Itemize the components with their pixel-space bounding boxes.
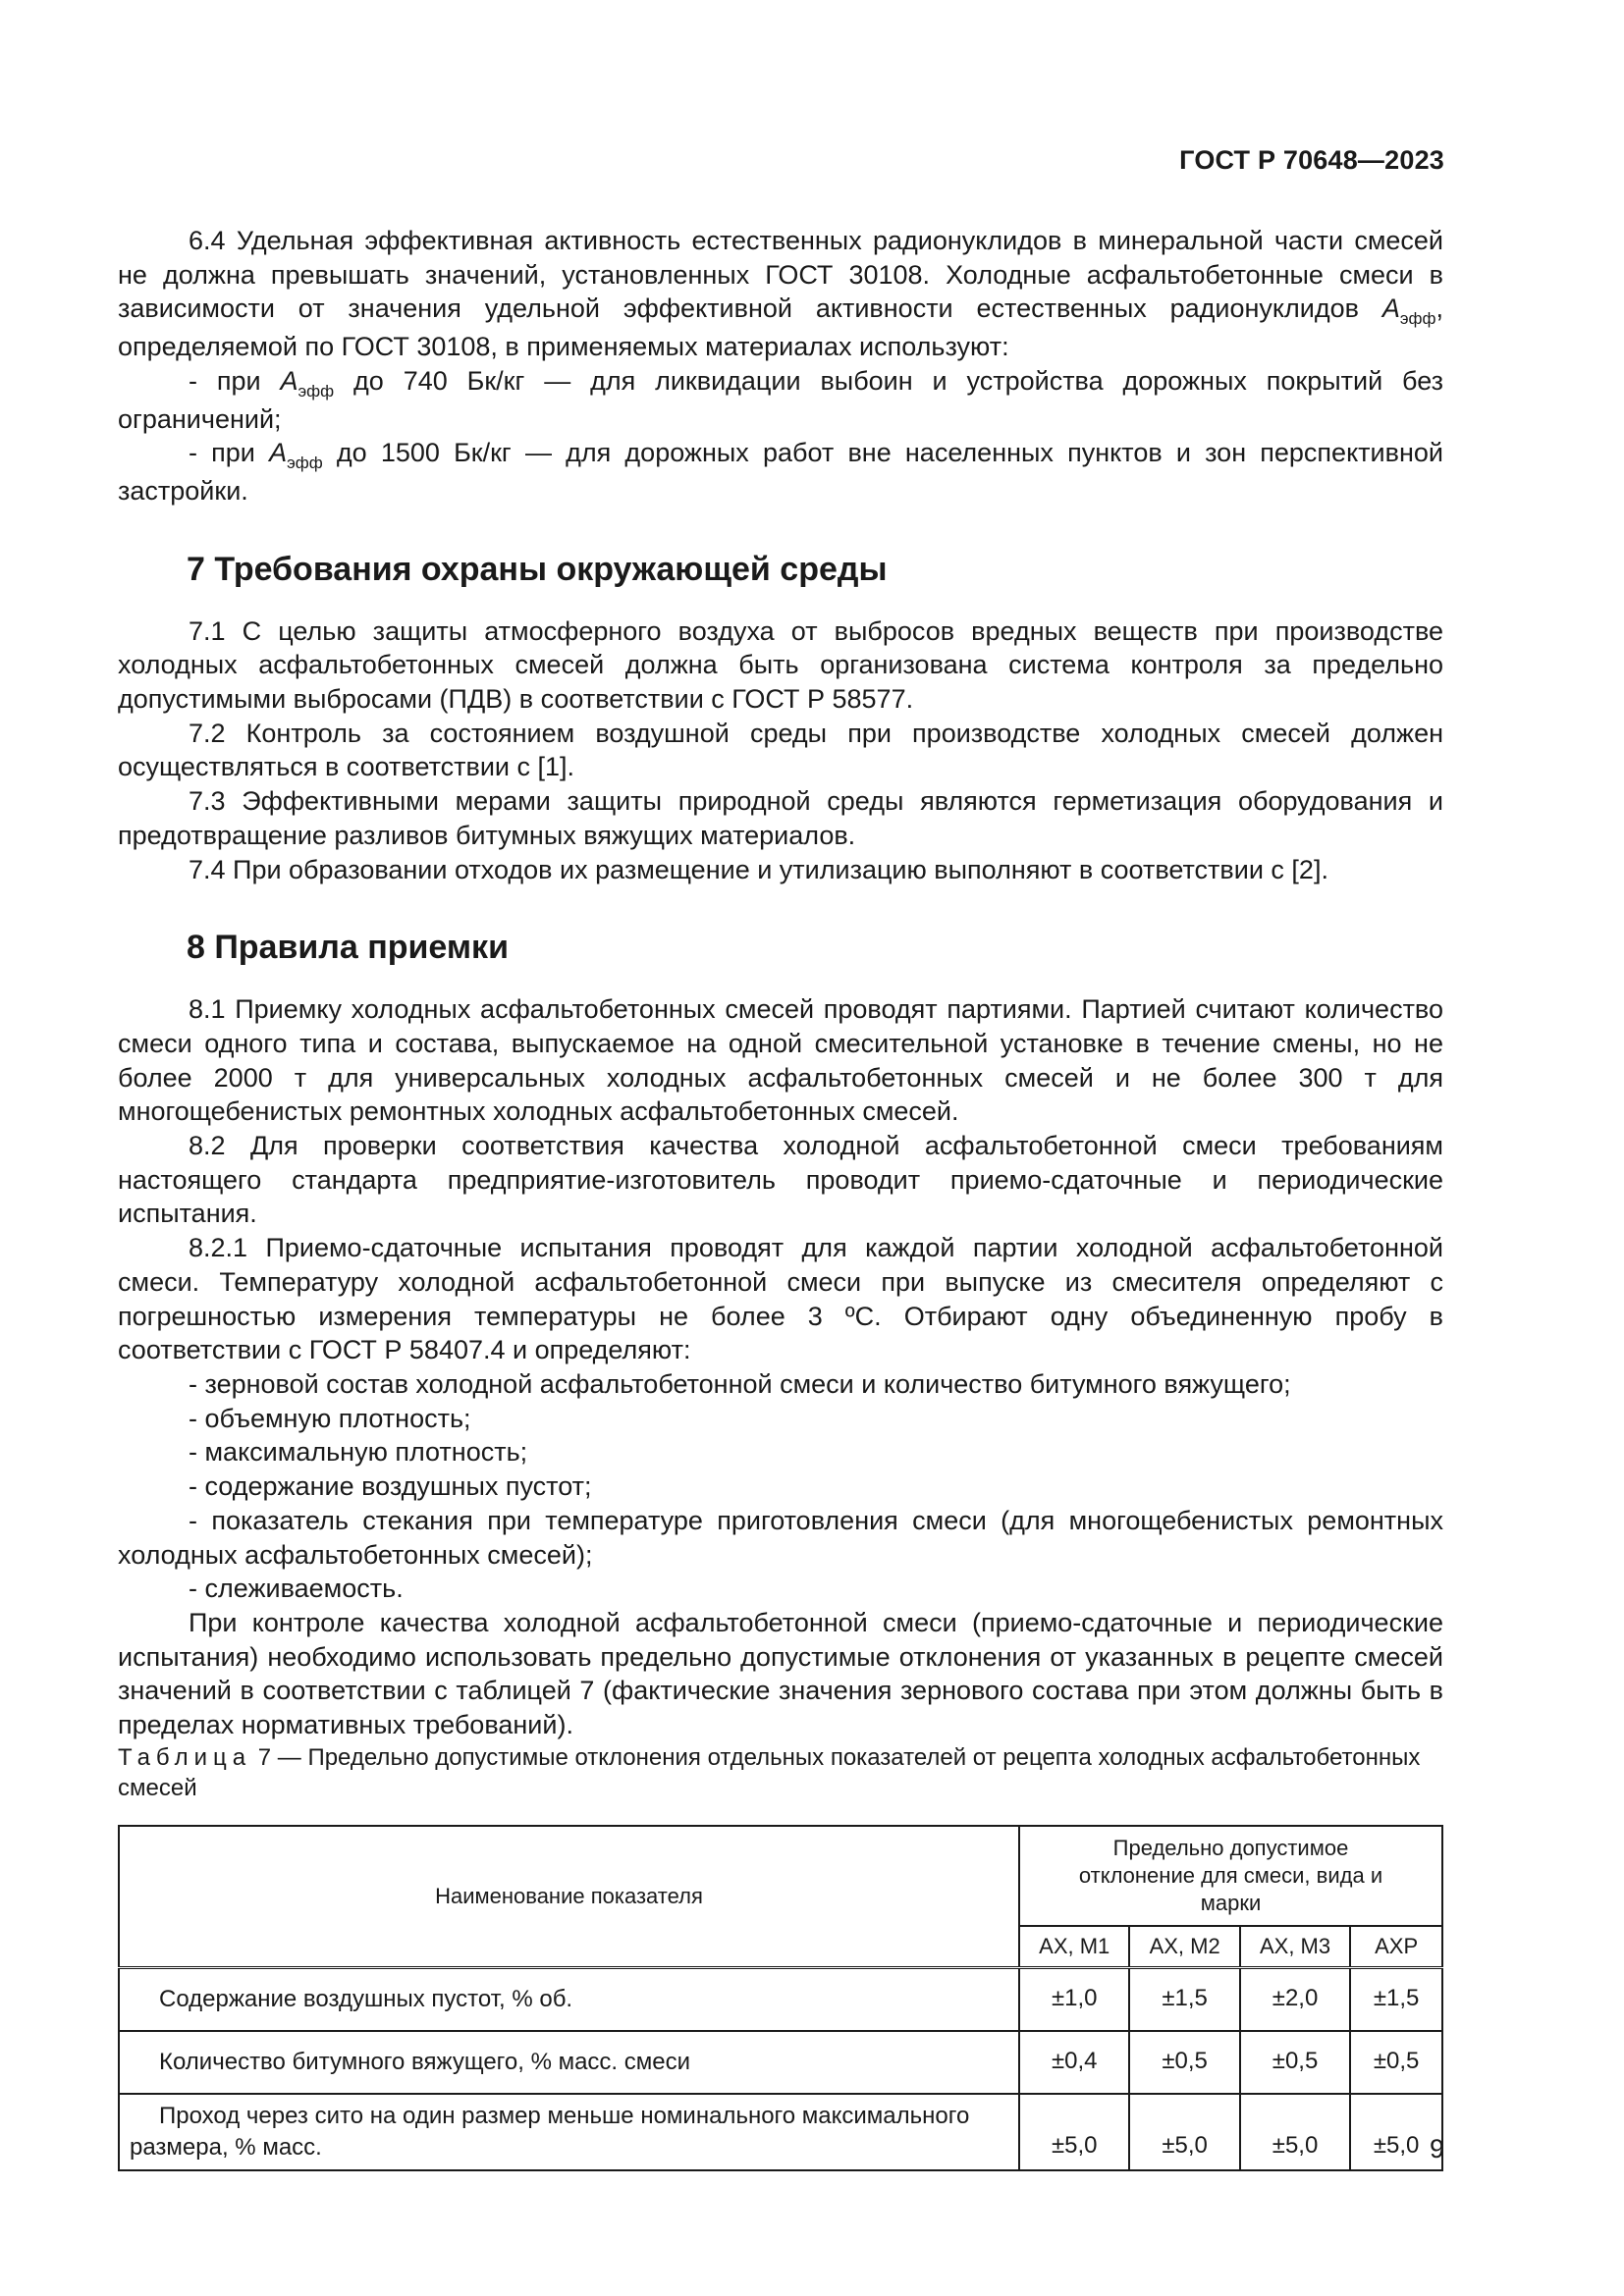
table-cell: ±0,4 — [1019, 2031, 1129, 2094]
table-cell: ±2,0 — [1240, 1967, 1350, 2031]
document-id-header: ГОСТ Р 70648—2023 — [1179, 145, 1444, 175]
paragraph-7-4: 7.4 При образовании отходов их размещение и утилизацию выполняют в соответствии с [2]. — [189, 854, 1328, 884]
list-item: - объемную плотность; — [189, 1403, 471, 1433]
table-cell: ±0,5 — [1350, 2031, 1442, 2094]
section-7-heading: 7 Требования охраны окружающей среды — [187, 550, 888, 588]
row-label: Количество битумного вяжущего, % масс. смеси — [119, 2031, 1019, 2094]
column-header: АХ, М1 — [1019, 1926, 1129, 1968]
paragraph-7-1: 7.1 С целью защиты атмосферного воздуха от выбросов вредных веществ при производстве холодных асфальтобетонных смесей должна быть организована система контроля за предельно допустимыми выбросами (ПДВ) в соответствии с ГОСТ Р 58577. — [118, 615, 1443, 715]
paragraph-7-3: 7.3 Эффективными мерами защиты природной среды являются герметизация оборудования и предотвращение разливов битумных вяжущих материалов. — [118, 786, 1443, 850]
list-item: - показатель стекания при температуре приготовления смеси (для многощебенистых ремонтных холодных асфальтобетонных смесей); — [118, 1505, 1443, 1570]
paragraph-8-2-1: 8.2.1 Приемо-сдаточные испытания проводят для каждой партии холодной асфальтобетонной смеси. Температуру холодной асфальтобетонной смеси при выпуске из смесителя определяют с погрешностью измерения температуры не более 3 ºС. Отбирают одну объединенную пробу в соответствии с ГОСТ Р 58407.4 и определяют: — [118, 1233, 1443, 1365]
row-label: Проход через сито на один размер меньше номинального максимального размера, % масс. — [119, 2094, 1019, 2170]
paragraph-quality-control: При контроле качества холодной асфальтобетонной смеси (приемо-сдаточные и периодические испытания) необходимо использовать предельно допустимые отклонения от указанных в рецепте смесей значений в соответствии с таблицей 7 (фактические значения зернового состава при этом должны быть в пределах нормативных требований). — [118, 1607, 1443, 1740]
table-row — [119, 2094, 1442, 2170]
column-group-header: Предельно допустимое отклонение для смеси, вида и марки — [1019, 1826, 1442, 1926]
symbol-subscript: эфф — [1399, 309, 1436, 329]
list-item: - содержание воздушных пустот; — [189, 1471, 592, 1502]
table-cell: ±5,0 — [1019, 2094, 1129, 2170]
row-label: Содержание воздушных пустот, % об. — [119, 1967, 1019, 2031]
column-header-name: Наименование показателя — [119, 1826, 1019, 1968]
deviation-table — [118, 1825, 1443, 2171]
table-cell: ±5,0 — [1129, 2094, 1239, 2170]
table-row — [119, 2031, 1442, 2094]
table-cell: ±0,5 — [1240, 2031, 1350, 2094]
list-item: - слеживаемость. — [189, 1574, 404, 1604]
table-cell: ±1,5 — [1350, 1967, 1442, 2031]
table-cell: ±0,5 — [1129, 2031, 1239, 2094]
table-cell: ±5,0 — [1350, 2094, 1442, 2170]
column-header: АХР — [1350, 1926, 1442, 1968]
table-cell: ±5,0 — [1240, 2094, 1350, 2170]
table-row — [119, 1967, 1442, 2031]
table-cell: ±1,0 — [1019, 1967, 1129, 2031]
page-body — [118, 224, 1443, 2171]
paragraph-7-2: 7.2 Контроль за состоянием воздушной среды при производстве холодных смесей должен осуществляться в соответствии с [1]. — [118, 718, 1443, 782]
paragraph-8-1: 8.1 Приемку холодных асфальтобетонных смесей проводят партиями. Партией считают количество смеси одного типа и состава, выпускаемое на одной смесительной установке в течение смены, но не более 2000 т для универсальных холодных асфальтобетонных смесей и не более 300 т для многощебенистых ремонтных холодных асфальтобетонных смесей. — [118, 994, 1443, 1127]
list-item: - при $A_{эфф}$ до 740 Бк/кг — для ликвидации выбоин и устройства дорожных покрытий без ограничений; — [118, 365, 1444, 434]
paragraph-6-4: 6.4 Удельная эффективная активность естественных радионуклидов в минеральной части смесей не должна превышать значений, установленных ГОСТ 30108. Холодные асфальтобетонные смеси в зависимости от значения удельной эффективной активности естественных радионуклидов $A_{эфф}$, определяемой по ГОСТ 30108, в применяемых материалах используют: — [118, 226, 1443, 362]
paragraph-8-2: 8.2 Для проверки соответствия качества холодной асфальтобетонной смеси требованиям настоящего стандарта предприятие-изготовитель проводит приемо-сдаточные и периодические испытания. — [118, 1131, 1443, 1229]
list-item: - зерновой состав холодной асфальтобетонной смеси и количество битумного вяжущего; — [189, 1368, 1291, 1399]
table-cell: ±1,5 — [1129, 1967, 1239, 2031]
table-caption: Таблица 7 — Предельно допустимые отклонения отдельных показателей от рецепта холодных асфальтобетонных смесей — [118, 1743, 1421, 1801]
page-number: 9 — [1429, 2134, 1444, 2163]
list-item: - максимальную плотность; — [189, 1437, 528, 1468]
symbol-a: A — [1381, 294, 1400, 324]
list-item: - при $A_{эфф}$ до 1500 Бк/кг — для дорожных работ вне населенных пунктов и зон перспективной застройки. — [118, 438, 1443, 506]
column-header: АХ, М2 — [1129, 1926, 1239, 1968]
section-8-heading: 8 Правила приемки — [187, 929, 509, 967]
column-header: АХ, М3 — [1240, 1926, 1350, 1968]
